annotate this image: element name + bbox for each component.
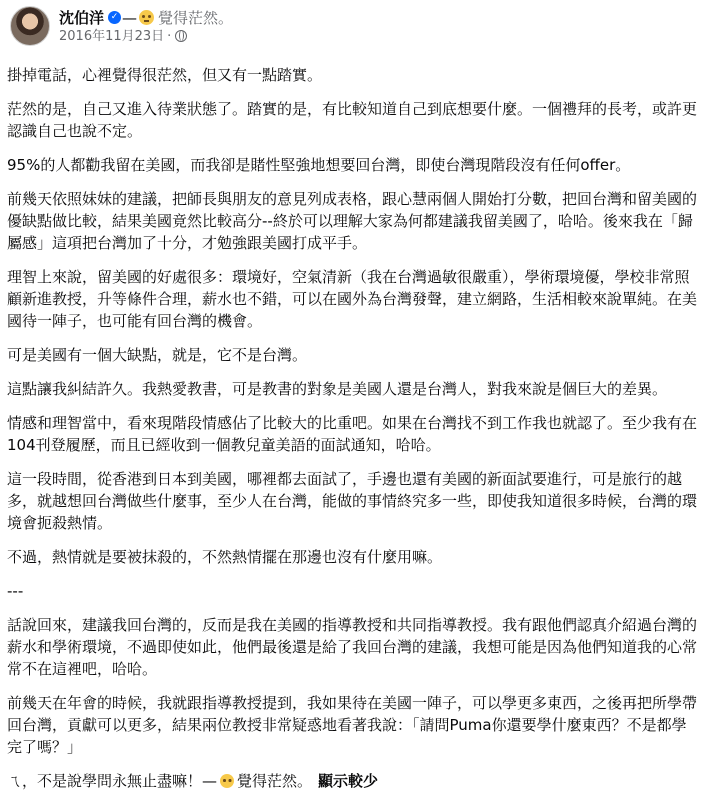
- verified-badge-icon: ✓: [108, 11, 121, 24]
- post-paragraph: 話說回來，建議我回台灣的，反而是我在美國的指導教授和共同指導教授。我有跟他們認真介紹過台灣的薪水和學術環境，不過即使如此，他們最後還是給了我回台灣的建議，我想可能是因為他們知道我的心常常不在這裡吧，哈哈。: [7, 616, 698, 678]
- post-paragraph: 不過，熱情就是要被抹殺的，不然熱情擺在那邊也沒有什麼用嘛。: [7, 548, 443, 566]
- last-line-text: ㄟ，不是說學問永無止盡嘛！—: [7, 772, 218, 790]
- confused-face-emoji-icon: [139, 10, 154, 25]
- post-paragraph: 95%的人都勸我留在美國，而我卻是賭性堅強地想要回台灣，即使台灣現階段沒有任何offer。: [7, 156, 631, 174]
- post-paragraph: 理智上來說，留美國的好處很多：環境好，空氣清新（我在台灣過敏很嚴重），學術環境優，學校非常照顧新進教授，升等條件合理，薪水也不錯，可以在國外為台灣發聲，建立網路，生活相較來說單純。在美國待一陣子，也可能有回台灣的機會。: [7, 268, 698, 330]
- post-meta: [59, 28, 233, 45]
- post-paragraph: 掛掉電話，心裡覺得很茫然，但又有一點踏實。: [7, 66, 323, 84]
- last-line-feeling: 覺得茫然。: [237, 772, 313, 790]
- post-paragraph: 可是美國有一個大缺點，就是，它不是台灣。: [7, 346, 308, 364]
- author-avatar[interactable]: [10, 6, 50, 46]
- post-paragraph: 情感和理智當中，看來現階段情感佔了比較大的比重吧。如果在台灣找不到工作我也就認了。至少我有在104刊登履歷，而且已經收到一個教兒童美語的面試通知，哈哈。: [7, 414, 698, 454]
- post-paragraph: 這一段時間，從香港到日本到美國，哪裡都去面試了，手邊也還有美國的新面試要進行，可是旅行的越多，就越想回台灣做些什麼事，至少人在台灣，能做的事情終究多一些，即使我知道很多時候，台灣的環境會扼殺熱情。: [7, 470, 698, 532]
- date-separator: ·: [167, 28, 172, 44]
- feeling-text: 覺得茫然。: [158, 8, 234, 27]
- post-paragraph: 茫然的是，自己又進入待業狀態了。踏實的是，有比較知道自己到底想要什麼。一個禮拜的長考，或許更認識自己也說不定。: [7, 100, 698, 140]
- globe-icon[interactable]: [175, 30, 187, 42]
- author-name[interactable]: 沈伯洋: [59, 8, 105, 27]
- confused-face-emoji-icon: [220, 774, 234, 788]
- post-header-text: [59, 8, 233, 45]
- feeling-separator: —: [122, 8, 138, 27]
- post-date[interactable]: 2016年11月23日: [59, 28, 165, 44]
- post-header: [10, 4, 233, 48]
- post-paragraph: 前幾天在年會的時候，我就跟指導教授提到，我如果待在美國一陣子，可以學更多東西，之後再把所學帶回台灣，貢獻可以更多，結果兩位教授非常疑惑地看著我說：「請問Puma你還要學什麼東西？不是都學完了嗎？」: [7, 694, 698, 756]
- post-body: [7, 64, 699, 804]
- see-less-link[interactable]: 顯示較少: [318, 772, 379, 790]
- section-divider-text: ---: [7, 582, 24, 600]
- post-paragraph: 前幾天依照妹妹的建議，把師長與朋友的意見列成表格，跟心慧兩個人開始打分數，把回台灣和留美國的優缺點做比較，結果美國竟然比較高分--終於可以理解大家為何都建議我留美國了，哈哈。後來我在「歸屬感」這項把台灣加了十分，才勉強跟美國打成平手。: [7, 190, 698, 252]
- post-paragraph: 這點讓我糾結許久。我熱愛教書，可是教書的對象是美國人還是台灣人，對我來說是個巨大的差異。: [7, 380, 668, 398]
- post-last-line: [7, 770, 699, 792]
- author-line: [59, 8, 233, 28]
